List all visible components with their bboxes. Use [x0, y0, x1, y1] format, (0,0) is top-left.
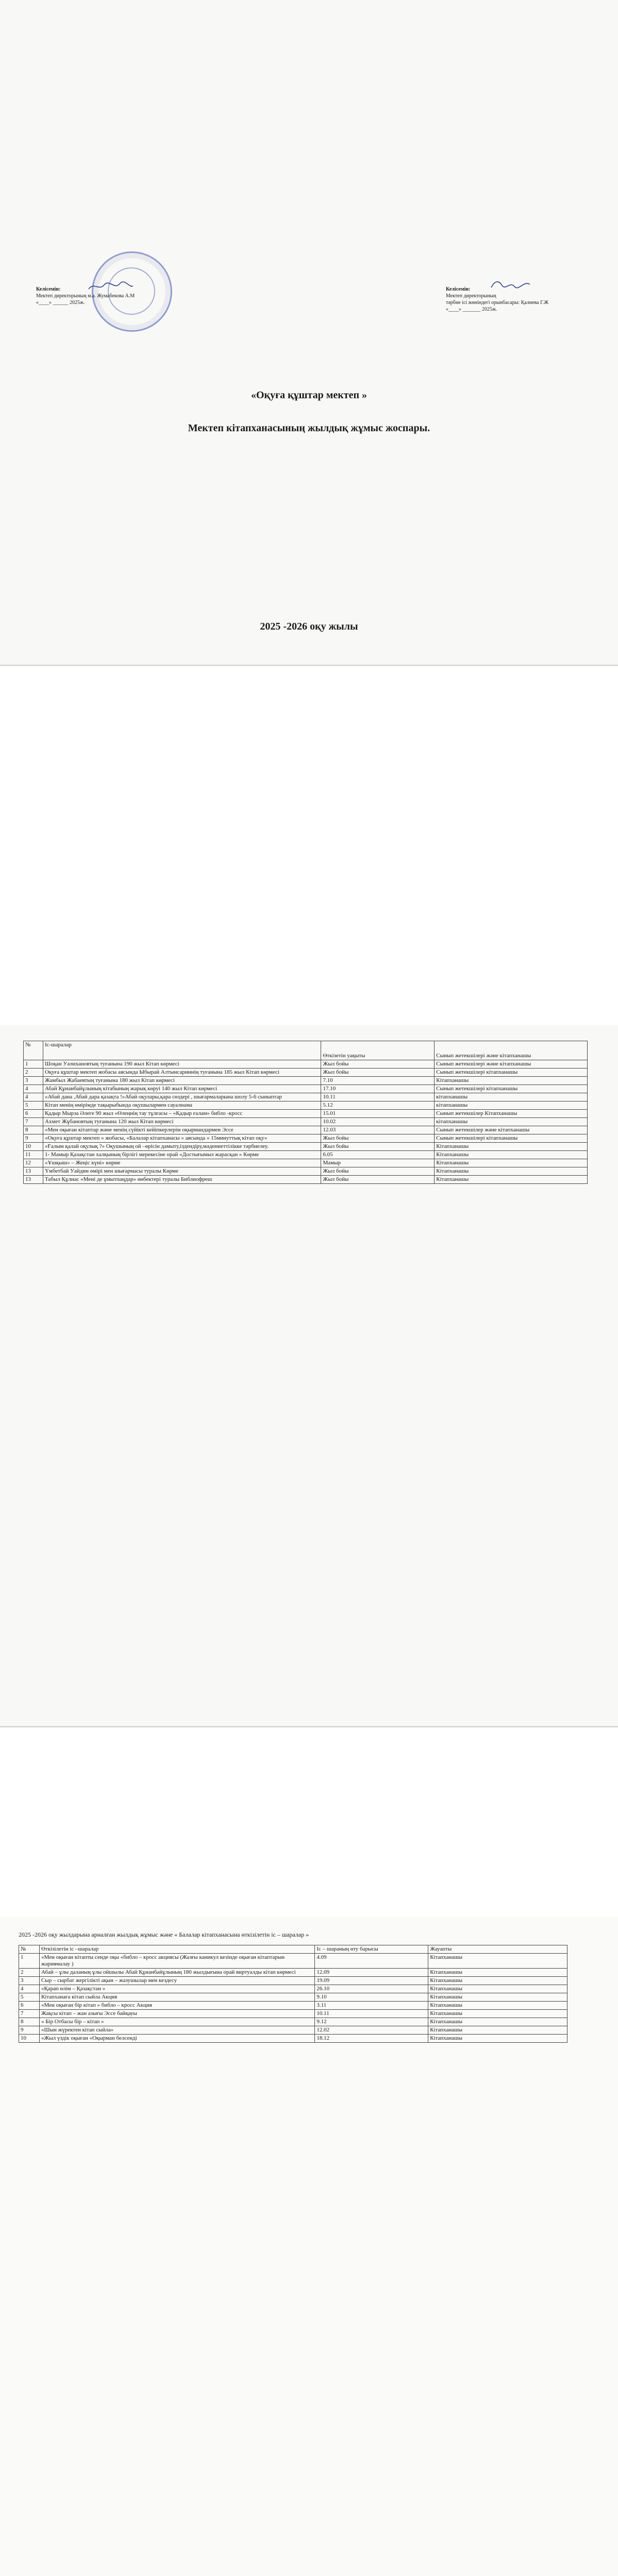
table-cell: 12.09 — [315, 1969, 428, 1977]
table-cell: Сынып жетекшілері кітапханашы — [435, 1085, 588, 1093]
table-cell: 8 — [19, 2018, 40, 2026]
table-cell: Кітапханашы — [435, 1167, 588, 1176]
table-row — [19, 2002, 567, 2010]
table-cell: Кітап менің өмірімде тақырыбында оқушылармен сауалнама — [43, 1101, 321, 1110]
table-cell: 5 — [19, 1993, 40, 2002]
table-cell: Жыл бойы — [321, 1167, 435, 1176]
table-row — [24, 1085, 588, 1093]
table-row — [24, 1159, 588, 1167]
approval-right-line-1: Мектеп директорының — [446, 293, 496, 299]
table-cell: 10 — [19, 2035, 40, 2043]
table-cell: Сынып жетекшілер және кітапханашы — [435, 1126, 588, 1134]
table-cell: Кітапханашы — [428, 1993, 567, 2002]
page-divider — [0, 1726, 618, 1727]
table-cell: Шоқан Уәлихановтың туғанына 190 жыл Кітап көрмесі — [43, 1060, 321, 1069]
header-number: № — [24, 1041, 43, 1060]
table-cell: 26.10 — [315, 1985, 428, 1993]
table-cell: Кітапханашы — [428, 1954, 567, 1969]
table-cell: Кітапханашы — [435, 1176, 588, 1184]
table-cell: 18.12 — [315, 2035, 428, 2043]
table-cell: Сынып жетекшілері және кітапханашы — [435, 1060, 588, 1069]
table-row — [24, 1151, 588, 1159]
header-responsible: Сынып жетекшілері және кітапханашы — [435, 1041, 588, 1060]
table-cell: Кітапханашы — [428, 2010, 567, 2018]
table-cell: Кітапханашы — [435, 1077, 588, 1085]
table-cell: 7.10 — [321, 1077, 435, 1085]
table-cell: «Ғалым қалай оқулық ?» Оқушының ой –өрісін дамыту,іздендіру,мәдениеттілікке тәрбиелеу. — [43, 1143, 321, 1151]
table-cell: «Қарап өлім – Қазақстан » — [39, 1985, 314, 1993]
events-page — [0, 1025, 618, 1726]
library-events-page — [0, 1917, 618, 2576]
table-row — [24, 1167, 588, 1176]
title-page — [0, 0, 618, 665]
table-cell: 4 — [24, 1093, 43, 1101]
table-cell: Кітапханашы — [428, 1969, 567, 1977]
table-cell: «Жыл үздік оқыған «Оқырман белсенді — [39, 2035, 314, 2043]
table-cell: 2 — [19, 1969, 40, 1977]
table-cell: Кітапханашы — [428, 2018, 567, 2026]
table-cell: Жақсы кітап – жан азығы Эссе байқауы — [39, 2010, 314, 2018]
table-cell: 13 — [24, 1176, 43, 1184]
table-caption: 2025 -2026 оқу жылдарына арналған жылдық жұмыс және « Балалар кітапханасына өткізілетін іс – шаралар » — [19, 1931, 309, 1938]
table-row — [19, 1977, 567, 1985]
table-cell: кітапханашы — [435, 1101, 588, 1110]
table-cell: 17.10 — [321, 1085, 435, 1093]
approval-left-line-1: Мектеп директорының м.а. Жумабекова А.М — [36, 293, 135, 299]
table-cell: 4 — [24, 1085, 43, 1093]
table-cell: 3 — [19, 1977, 40, 1985]
table-row — [24, 1069, 588, 1077]
table-cell: Сынып жетекшілері кітапханашы — [435, 1134, 588, 1143]
table-cell: Қадыр Мырза Әлеге 90 жыл «Өлеңнің тау тұлғасы – «Қадыр ғалам» библо -кросс — [43, 1110, 321, 1118]
table-cell: 3 — [24, 1077, 43, 1085]
table-cell: 19.09 — [315, 1977, 428, 1985]
table-cell: кітапханашы — [435, 1118, 588, 1126]
library-events-table — [19, 1945, 567, 2043]
table-cell: 5.12 — [321, 1101, 435, 1110]
table-cell: Жыл бойы — [321, 1176, 435, 1184]
table-cell: «Ұшқыш» – Жеңіс күні» көрме — [43, 1159, 321, 1167]
events-table — [23, 1041, 588, 1184]
header-time: Өткізетін уақыты — [321, 1041, 435, 1060]
table-row — [24, 1110, 588, 1118]
table-cell: Жамбыл Жабаевтың туғанына 180 жыл Кітап көрмесі — [43, 1077, 321, 1085]
table-row — [19, 2010, 567, 2018]
table-cell: 2 — [24, 1069, 43, 1077]
table-cell: 7 — [19, 2010, 40, 2018]
table-row — [24, 1134, 588, 1143]
table-cell: 1 — [24, 1060, 43, 1069]
table-cell: Сыр – сырбат жергілікті ақын – жазушылар мен кездесу — [39, 1977, 314, 1985]
table-header-row — [24, 1041, 588, 1060]
table-cell: Сынып жетекшілері кітапханашы — [435, 1069, 588, 1077]
table-cell: «Мен оқыған кітапты сенде оқы «библо – кросс акциясы (Жазғы каникул кезінде оқыған кітаптарын жариямалау ) — [39, 1954, 314, 1969]
table-cell: 10 — [24, 1143, 43, 1151]
table-cell: 4 — [19, 1985, 40, 1993]
approval-right-label: Келісемін: — [446, 286, 471, 292]
table-row — [19, 2018, 567, 2026]
table-cell: Кітапханашы — [428, 2026, 567, 2035]
table-cell: Кітапханашы — [428, 1977, 567, 1985]
table-cell: «Мен оқыған бір кітап » библо – кросс Акция — [39, 2002, 314, 2010]
header-responsible: Жауапты — [428, 1945, 567, 1954]
table-cell: 10.11 — [315, 2010, 428, 2018]
table-cell: Оқуға құштар мектеп жобасы аясында Ыбырай Алтынсариннің туғанына 185 жыл Кітап көрмесі — [43, 1069, 321, 1077]
approval-left-label: Келісемін: — [36, 286, 61, 292]
approval-right-line-2: тәрбие ісі жөніндегі орынбасары: Қалиева Г.Ж — [446, 300, 549, 306]
table-cell: Абай Құнанбайұлының кітабының жарық көруі 140 жыл Кітап көрмесі — [43, 1085, 321, 1093]
table-cell: 12.02 — [315, 2026, 428, 2035]
table-cell: «Оқуға құштар мектеп » жобасы, «Балалар кітапханасы » аясында « 15минуттық кітап оқу» — [43, 1134, 321, 1143]
table-cell: Үмбетбай Уайдин өмірі мен шығармасы туралы Көрме — [43, 1167, 321, 1176]
library-events-table-body — [19, 1954, 567, 2043]
table-cell: «Шын жүректен кітап сыйла» — [39, 2026, 314, 2035]
table-cell: Кітапханаға кітап сыйла Акция — [39, 1993, 314, 2002]
table-row — [19, 1985, 567, 1993]
header-events: Іс-шаралар — [43, 1041, 321, 1060]
table-cell: 12 — [24, 1159, 43, 1167]
table-cell: 7 — [24, 1118, 43, 1126]
table-cell: Сынып жетекшілер Кітапханашы — [435, 1110, 588, 1118]
table-cell: «Мен оқыған кітаптар және менің сүйікті кейіпкерлерім оқырмандармен Эссе — [43, 1126, 321, 1134]
table-cell: 1- Мамыр Қазақстан халқының бірлігі мерекесіне орай «Достығымыз жарасқан » Көрме — [43, 1151, 321, 1159]
table-cell: Жыл бойы — [321, 1069, 435, 1077]
document-subtitle: Мектеп кітапханасының жылдық жұмыс жоспары. — [188, 422, 430, 434]
table-row — [24, 1101, 588, 1110]
header-number: № — [19, 1945, 40, 1954]
table-cell: 1 — [19, 1954, 40, 1969]
page-divider — [0, 665, 618, 666]
table-cell: 4.09 — [315, 1954, 428, 1969]
table-cell: 9 — [19, 2026, 40, 2035]
table-cell: 6 — [24, 1110, 43, 1118]
table-cell: 10.02 — [321, 1118, 435, 1126]
table-cell: Кітапханашы — [435, 1159, 588, 1167]
table-cell: « Бір Отбасы бір – кітап » — [39, 2018, 314, 2026]
table-row — [24, 1176, 588, 1184]
events-table-body — [24, 1060, 588, 1184]
table-row — [19, 1954, 567, 1969]
approval-right — [446, 286, 616, 313]
table-cell: кітапханашы — [435, 1093, 588, 1101]
table-cell: 6.05 — [321, 1151, 435, 1159]
table-row — [19, 1993, 567, 2002]
table-row — [24, 1143, 588, 1151]
table-cell: 10.11 — [321, 1093, 435, 1101]
table-cell: 11 — [24, 1151, 43, 1159]
table-cell: Табыл Құлиас «Мені де ұмытпаңдар» өнбектері туралы Библиофреш — [43, 1176, 321, 1184]
table-row — [24, 1118, 588, 1126]
table-row — [19, 1969, 567, 1977]
table-cell: 3.11 — [315, 2002, 428, 2010]
table-cell: 9.10 — [315, 1993, 428, 2002]
document-title: «Оқуға құштар мектеп » — [250, 389, 367, 401]
table-cell: 5 — [24, 1101, 43, 1110]
table-cell: 9 — [24, 1134, 43, 1143]
table-cell: Жыл бойы — [321, 1143, 435, 1151]
approval-left — [36, 286, 222, 306]
header-date: Іс – шараның өту барысы — [315, 1945, 428, 1954]
approval-right-line-3: «____» _______ 2025ж. — [446, 307, 497, 312]
table-cell: Кітапханашы — [428, 2035, 567, 2043]
table-row — [19, 2035, 567, 2043]
table-row — [24, 1126, 588, 1134]
table-cell: Абай – ұлы даланың ұлы ойшылы Абай Құнанбайұлының 180 жылдығына орай виртуалды кітап көрмесі — [39, 1969, 314, 1977]
table-row — [24, 1093, 588, 1101]
table-cell: Кітапханашы — [428, 2002, 567, 2010]
table-cell: 8 — [24, 1126, 43, 1134]
table-cell: 9.12 — [315, 2018, 428, 2026]
table-cell: Жыл бойы — [321, 1060, 435, 1069]
table-cell: Кітапханашы — [428, 1985, 567, 1993]
table-cell: 6 — [19, 2002, 40, 2010]
academic-year: 2025 -2026 оқу жылы — [260, 621, 358, 632]
table-cell: «Абай дана ,Абай дара қазақта !»Абай оқулары,қара сөздері , шығармаларына шолу 5-6 сыныптар — [43, 1093, 321, 1101]
header-events: Өткізілетін іс –шаралар — [39, 1945, 314, 1954]
table-cell: 15.01 — [321, 1110, 435, 1118]
table-cell: Кітапханашы — [435, 1143, 588, 1151]
table-cell: Мамыр — [321, 1159, 435, 1167]
table-row — [24, 1060, 588, 1069]
table-cell: Ахмет Жұбановтың туғанына 120 жыл Кітап көрмесі — [43, 1118, 321, 1126]
table-cell: Жыл бойы — [321, 1134, 435, 1143]
table-row — [24, 1077, 588, 1085]
table-cell: Кітапханашы — [435, 1151, 588, 1159]
table-header-row — [19, 1945, 567, 1954]
approval-left-line-2: «____» ______ 2025ж. — [36, 300, 85, 306]
table-row — [19, 2026, 567, 2035]
table-cell: 13 — [24, 1167, 43, 1176]
table-cell: 12.03 — [321, 1126, 435, 1134]
